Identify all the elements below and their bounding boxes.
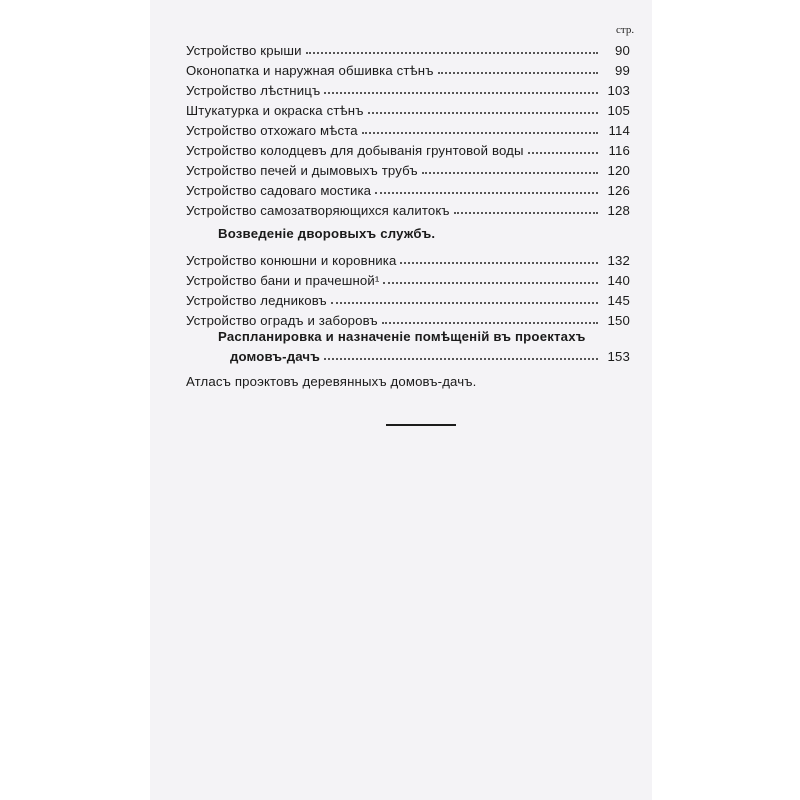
leader-dots	[375, 191, 598, 194]
leader-dots	[454, 211, 598, 214]
toc-entry-page: 114	[608, 123, 630, 138]
toc-entry-title: Штукатурка и окраска стѣнъ	[186, 103, 364, 118]
toc-entry-page: 140	[607, 273, 630, 288]
toc-entry	[186, 248, 630, 268]
section-heading: Распланировка и назначеніе помѣщеній въ проектахъ	[218, 329, 586, 344]
leader-dots	[528, 151, 598, 154]
toc-entry-title: Устройство садоваго мостика	[186, 183, 372, 198]
toc-entry-title: Устройство колодцевъ для добыванія грунтовой воды	[186, 143, 524, 158]
toc-entry-page: 126	[607, 183, 630, 198]
toc-entry	[186, 38, 630, 58]
leader-dots	[382, 321, 598, 324]
toc-entry-title: домовъ-дачъ	[230, 349, 320, 364]
leader-dots	[324, 91, 598, 94]
leader-dots	[306, 51, 598, 54]
toc-entry	[186, 308, 630, 328]
toc-entry-title: Устройство отхожаго мѣста	[186, 123, 358, 138]
leader-dots	[422, 171, 598, 174]
toc-entry-page: 116	[608, 143, 630, 158]
toc-entry-title: Устройство конюшни и коровника	[186, 253, 397, 268]
toc-entry-title: Устройство ледниковъ	[186, 293, 327, 308]
toc-entry-page: 103	[607, 83, 630, 98]
toc-entry	[186, 344, 630, 364]
toc-entry	[186, 58, 630, 78]
toc-entry	[186, 288, 630, 308]
toc-entry-page: 90	[615, 43, 630, 58]
leader-dots	[362, 131, 598, 134]
toc-entry	[186, 198, 630, 218]
leader-dots	[383, 281, 598, 284]
toc-entry-title: Устройство бани и прачешной¹	[186, 273, 380, 288]
leader-dots	[324, 357, 598, 360]
leader-dots	[331, 301, 598, 304]
toc-entry	[186, 118, 630, 138]
toc-entry	[186, 78, 630, 98]
toc-entry-title: Оконопатка и наружная обшивка стѣнъ	[186, 63, 434, 78]
leader-dots	[438, 71, 598, 74]
leader-dots	[368, 111, 598, 114]
divider-rule	[386, 424, 456, 426]
toc-entry-title: Устройство самозатворяющихся калитокъ	[186, 203, 450, 218]
atlas-entry: Атласъ проэктовъ деревянныхъ домовъ-дачъ.	[186, 374, 477, 389]
toc-entry-page: 120	[607, 163, 630, 178]
section-heading: Возведеніе дворовыхъ службъ.	[218, 226, 436, 241]
toc-entry-page: 132	[607, 253, 630, 268]
toc-entry	[186, 98, 630, 118]
toc-entry	[186, 138, 630, 158]
toc-entry	[186, 268, 630, 288]
page-column-header: стр.	[616, 24, 635, 36]
toc-entry-page: 105	[607, 103, 630, 118]
toc-entry-page: 150	[607, 313, 630, 328]
toc-entry-page: 128	[607, 203, 630, 218]
toc-entry-page: 145	[607, 293, 630, 308]
toc-entry-title: Устройство оградъ и заборовъ	[186, 313, 378, 328]
toc-entry-page: 99	[615, 63, 630, 78]
toc-entry-title: Устройство печей и дымовыхъ трубъ	[186, 163, 418, 178]
toc-entry-page: 153	[607, 349, 630, 364]
leader-dots	[400, 261, 598, 264]
toc-entry	[186, 178, 630, 198]
toc-entry-title: Устройство крыши	[186, 43, 302, 58]
toc-entry	[186, 158, 630, 178]
toc-entry-title: Устройство лѣстницъ	[186, 83, 321, 98]
